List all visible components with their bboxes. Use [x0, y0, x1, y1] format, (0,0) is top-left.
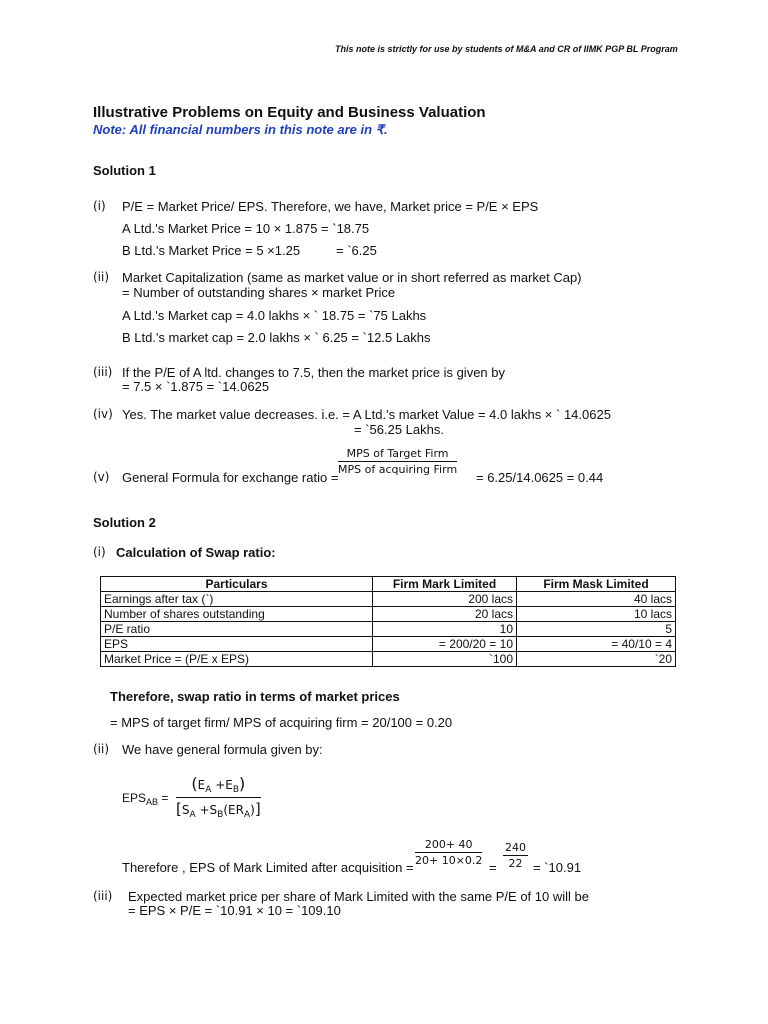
column-header: Firm Mask Limited: [517, 577, 676, 592]
column-header: Firm Mark Limited: [373, 577, 517, 592]
fraction-denominator: MPS of acquiring Firm: [338, 463, 458, 476]
item-number: (ii): [93, 270, 110, 284]
solution-1-ii-line: = Number of outstanding shares × market Price: [122, 285, 396, 300]
swap-ratio-table: [100, 576, 676, 667]
eps-fraction-2: [503, 841, 528, 870]
swap-ratio-label: Calculation of Swap ratio:: [116, 545, 276, 560]
table-cell: P/E ratio: [101, 622, 373, 637]
fraction-denominator: 22: [508, 857, 523, 870]
item-number: (i): [93, 545, 106, 559]
solution-1-ii-line: A Ltd.'s Market cap = 4.0 lakhs × ` 18.75 = `75 Lakhs: [122, 308, 427, 323]
solution-2-iii-line: Expected market price per share of Mark Limited with the same P/E of 10 will be: [128, 889, 589, 904]
table-cell: = 40/10 = 4: [517, 637, 676, 652]
solution-1-iv-line: Yes. The market value decreases. i.e. = A Ltd.'s market Value = 4.0 lakhs × ` 14.0625: [122, 407, 611, 422]
table-cell: Market Price = (P/E x EPS): [101, 652, 373, 667]
fraction-numerator: $(E_A +E_B)$: [176, 774, 261, 798]
table-cell: 200 lacs: [373, 592, 517, 607]
solution-2-heading: Solution 2: [93, 515, 156, 530]
fraction-denominator: $[S_A +S_B(ER_A)]$: [176, 800, 261, 820]
eps-ab-fraction: [176, 774, 261, 820]
item-number: (iii): [93, 365, 113, 379]
solution-2-iii-line: = EPS × P/E = `10.91 × 10 = `109.10: [128, 903, 341, 918]
exchange-ratio-label: General Formula for exchange ratio =: [122, 470, 339, 485]
eps-subscript: AB: [146, 797, 159, 807]
fraction-denominator: 20+ 10×0.2: [415, 854, 483, 867]
eps-ab-lhs: $EPS_{AB}$ =: [122, 791, 169, 807]
solution-1-iv-line: = `56.25 Lakhs.: [354, 422, 444, 437]
header-note: This note is strictly for use by students of M&A and CR of IIMK PGP BL Program: [335, 44, 678, 54]
solution-1-iii-line: = 7.5 × `1.875 = `14.0625: [122, 379, 270, 394]
table-cell: 40 lacs: [517, 592, 676, 607]
currency-note: Note: All financial numbers in this note are in ₹.: [93, 122, 388, 137]
table-row: [101, 607, 676, 622]
table-row: [101, 622, 676, 637]
table-cell: 10: [373, 622, 517, 637]
item-number: (ii): [93, 742, 110, 756]
table-row: [101, 637, 676, 652]
table-cell: EPS: [101, 637, 373, 652]
table-row: [101, 652, 676, 667]
fraction-numerator: 200+ 40: [415, 838, 482, 853]
table-cell: Earnings after tax (`): [101, 592, 373, 607]
eps-fraction-1: [415, 838, 482, 867]
eps-after-acquisition-result: = `10.91: [533, 860, 582, 875]
fraction-numerator: 240: [505, 841, 526, 854]
solution-1-i-line: B Ltd.'s Market Price = 5 ×1.25: [122, 243, 301, 258]
solution-1-iii-line: If the P/E of A ltd. changes to 7.5, then the market price is given by: [122, 365, 505, 380]
eps-symbol: EPS: [122, 791, 147, 805]
solution-1-i-line: A Ltd.'s Market Price = 10 × 1.875 = `18.75: [122, 221, 370, 236]
table-cell: `100: [373, 652, 517, 667]
table-cell: 5: [517, 622, 676, 637]
solution-1-heading: Solution 1: [93, 163, 156, 178]
item-number: (iv): [93, 407, 113, 421]
solution-1-i-line: = `6.25: [336, 243, 377, 258]
item-number: (iii): [93, 889, 113, 903]
item-number: (v): [93, 470, 110, 484]
table-cell: = 200/20 = 10: [373, 637, 517, 652]
solution-1-i-line: P/E = Market Price/ EPS. Therefore, we have, Market price = P/E × EPS: [122, 199, 539, 214]
table-cell: 20 lacs: [373, 607, 517, 622]
fraction-numerator: MPS of Target Firm: [338, 447, 457, 462]
table-header-row: [101, 577, 676, 592]
eps-after-acquisition-label: Therefore , EPS of Mark Limited after acquisition =: [122, 860, 414, 875]
solution-1-ii-line: B Ltd.'s market cap = 2.0 lakhs × ` 6.25 = `12.5 Lakhs: [122, 330, 431, 345]
solution-1-ii-line: Market Capitalization (same as market value or in short referred as market Cap): [122, 270, 582, 285]
swap-ratio-result: = MPS of target firm/ MPS of acquiring firm = 20/100 = 0.20: [110, 715, 453, 730]
equals-sign: =: [489, 860, 497, 875]
table-row: [101, 592, 676, 607]
table-cell: 10 lacs: [517, 607, 676, 622]
column-header: Particulars: [101, 577, 373, 592]
table-cell: Number of shares outstanding: [101, 607, 373, 622]
therefore-heading: Therefore, swap ratio in terms of market prices: [110, 689, 400, 704]
exchange-ratio-fraction: [338, 447, 457, 476]
table-cell: `20: [517, 652, 676, 667]
item-number: (i): [93, 199, 106, 213]
page-title: Illustrative Problems on Equity and Business Valuation: [93, 104, 486, 121]
general-formula-label: We have general formula given by:: [122, 742, 323, 757]
exchange-ratio-result: = 6.25/14.0625 = 0.44: [476, 470, 604, 485]
